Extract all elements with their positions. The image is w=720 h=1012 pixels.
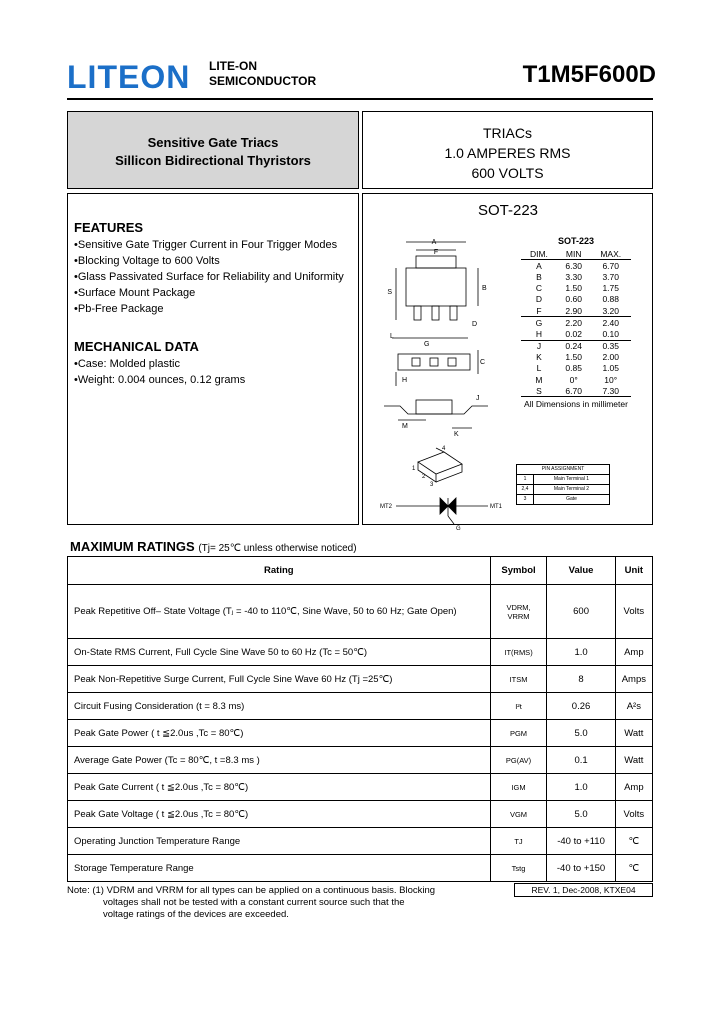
max-cell: 7.30 [602, 385, 619, 396]
logo-text: LITEON [67, 59, 191, 95]
pin-assignment-title: PIN ASSIGNMENT [517, 465, 609, 475]
company-line1: LITE-ON [209, 59, 257, 73]
rating-cell: Operating Junction Temperature Range [68, 828, 491, 855]
dim-l-label: L [390, 333, 394, 340]
rating-cell: Peak Gate Current ( t ≦2.0us ,Tc = 80℃) [68, 774, 491, 801]
min-cell: 1.50 [565, 283, 582, 294]
max-cell: 10° [604, 374, 618, 385]
unit-cell: Volts [615, 585, 652, 639]
unit-cell: Watt [615, 747, 652, 774]
table-row [521, 271, 631, 282]
table-row [68, 639, 653, 666]
max-cell: 2.00 [602, 352, 619, 363]
max-cell: 3.70 [602, 271, 619, 282]
pin-row [517, 495, 609, 504]
table-row [521, 260, 631, 272]
max-cell: 6.70 [602, 260, 619, 271]
symbol-cell: IT(RMS) [490, 639, 547, 666]
pin-function: Main Terminal 1 [553, 476, 590, 482]
symbol-cell: PGM [490, 720, 547, 747]
spec-line1: TRIACs [483, 125, 532, 141]
table-row [68, 855, 653, 882]
feature-item: • Glass Passivated Surface for Reliability and Uniformity [74, 269, 358, 285]
table-row [521, 352, 631, 363]
table-row [521, 305, 631, 317]
feature-item: • Blocking Voltage to 600 Volts [74, 253, 358, 269]
dim-cell: A [536, 260, 542, 271]
dim-cell: S [536, 385, 542, 396]
min-cell: 3.30 [565, 271, 582, 282]
header-value: Value [547, 557, 615, 585]
revision-box [514, 883, 653, 897]
pin1-label: 1 [412, 466, 416, 472]
pin-function: Gate [566, 496, 577, 502]
unit-cell: A²s [615, 693, 652, 720]
min-cell: 2.90 [565, 305, 582, 316]
features-heading: FEATURES [74, 220, 144, 235]
min-cell: 0.24 [565, 341, 582, 352]
table-row [521, 374, 631, 385]
notes [67, 885, 435, 921]
mt1-label: MT1 [490, 504, 502, 510]
ratings-header-row [68, 557, 653, 585]
max-cell: 1.05 [602, 363, 619, 374]
table-row [68, 666, 653, 693]
min-cell: 0.02 [565, 328, 582, 339]
tab-outline [416, 256, 456, 268]
value-cell: 5.0 [547, 801, 615, 828]
dim-a-label: A [431, 239, 437, 246]
symbol-cell: VDRM, VRRM [490, 585, 547, 639]
value-cell: 600 [547, 585, 615, 639]
table-row [68, 693, 653, 720]
dimension-header-row [521, 248, 631, 260]
pin-number: 1 [517, 475, 534, 484]
table-row [521, 283, 631, 294]
symbol-cell: I²t [490, 693, 547, 720]
table-row [68, 801, 653, 828]
title-line1: Sensitive Gate Triacs [147, 135, 279, 150]
dim-f-label: F [433, 249, 439, 256]
title-line2: Sillicon Bidirectional Thyristors [115, 153, 311, 168]
value-cell: -40 to +150 [547, 855, 615, 882]
header-cell: DIM. [529, 248, 548, 259]
table-row [68, 720, 653, 747]
liteon-logo [67, 59, 191, 95]
value-cell: 0.26 [547, 693, 615, 720]
table-row [68, 828, 653, 855]
rating-cell: Average Gate Power (Tc = 80℃, t =8.3 ms ) [68, 747, 491, 774]
package-drawing [378, 234, 523, 534]
features-box [67, 193, 359, 525]
unit-cell: Amp [615, 639, 652, 666]
pin3-label: 3 [430, 482, 434, 488]
ratings-heading-line [70, 539, 357, 554]
dimension-table [521, 236, 631, 409]
spec-line2: 1.0 AMPERES RMS [444, 145, 571, 161]
dim-cell: F [536, 305, 542, 316]
features-list [74, 237, 358, 317]
rating-cell: Storage Temperature Range [68, 855, 491, 882]
table-row [521, 328, 631, 340]
symbol-cell: VGM [490, 801, 547, 828]
pin-number: 3 [517, 495, 534, 504]
rating-cell: Circuit Fusing Consideration (t = 8.3 ms) [68, 693, 491, 720]
part-number: T1M5F600D [522, 61, 656, 88]
mechanical-item: • Weight: 0.004 ounces, 0.12 grams [74, 372, 358, 388]
rating-cell: Peak Non-Repetitive Surge Current, Full Cycle Sine Wave 60 Hz (Tj =25℃) [68, 666, 491, 693]
min-cell: 1.50 [565, 352, 582, 363]
pin4-label: 4 [442, 446, 446, 452]
table-row [68, 747, 653, 774]
header-rule [67, 98, 653, 100]
dim-b-label: B [482, 285, 487, 292]
min-cell: 2.20 [565, 317, 582, 328]
company-name [209, 59, 316, 89]
dim-cell: L [536, 363, 542, 374]
ratings-condition: (Tj= 25℃ unless otherwise noticed) [198, 543, 357, 554]
pin-assignment-table [516, 464, 610, 505]
unit-cell: ℃ [615, 828, 652, 855]
min-cell: 0° [569, 374, 578, 385]
table-row [68, 774, 653, 801]
gate-label: G [456, 526, 461, 532]
unit-cell: Watt [615, 720, 652, 747]
mt2-label: MT2 [380, 504, 392, 510]
rating-cell: Peak Gate Power ( t ≦2.0us ,Tc = 80℃) [68, 720, 491, 747]
min-cell: 6.30 [565, 260, 582, 271]
min-cell: 0.85 [565, 363, 582, 374]
header-cell: MAX. [600, 248, 622, 259]
value-cell: 1.0 [547, 774, 615, 801]
dim-cell: H [535, 328, 543, 339]
unit-cell: Amps [615, 666, 652, 693]
table-row [521, 363, 631, 374]
table-row [521, 317, 631, 329]
dim-h-label: H [402, 377, 408, 384]
unit-cell: Amp [615, 774, 652, 801]
note-line2: voltages shall not be tested with a constant current source such that the [103, 897, 405, 908]
dim-d-label: D [472, 321, 478, 328]
dim-s-label: S [387, 289, 392, 296]
max-cell: 2.40 [602, 317, 619, 328]
feature-item: • Pb-Free Package [74, 301, 358, 317]
dim-cell: G [535, 317, 543, 328]
max-cell: 0.88 [602, 294, 619, 305]
spec-line3: 600 VOLTS [471, 165, 544, 181]
header-rating: Rating [68, 557, 491, 585]
header-symbol: Symbol [490, 557, 547, 585]
value-cell: 1.0 [547, 639, 615, 666]
dim-cell: B [536, 271, 542, 282]
dim-cell: J [536, 341, 542, 352]
symbol-cell: ITSM [490, 666, 547, 693]
symbol-cell: Tstg [490, 855, 547, 882]
mechanical-heading: MECHANICAL DATA [74, 339, 199, 354]
table-row [521, 294, 631, 305]
pin2-label: 2 [422, 474, 426, 480]
dim-g-label: G [424, 341, 430, 348]
header-unit: Unit [615, 557, 652, 585]
dim-cell: D [535, 294, 543, 305]
table-row [521, 385, 631, 397]
rating-cell: On-State RMS Current, Full Cycle Sine Wave 50 to 60 Hz (Tc = 50℃) [68, 639, 491, 666]
dim-cell: M [535, 374, 543, 385]
unit-cell: Volts [615, 801, 652, 828]
pin-function: Main Terminal 2 [553, 486, 590, 492]
dimension-footnote: All Dimensions in millimeter [524, 399, 628, 410]
value-cell: 5.0 [547, 720, 615, 747]
value-cell: 0.1 [547, 747, 615, 774]
dim-cell: K [536, 352, 542, 363]
dim-k-label: K [454, 431, 459, 438]
min-cell: 0.60 [565, 294, 582, 305]
symbol-cell: IGM [490, 774, 547, 801]
feature-item: • Sensitive Gate Trigger Current in Four Trigger Modes [74, 237, 358, 253]
symbol-cell: TJ [490, 828, 547, 855]
min-cell: 6.70 [565, 385, 582, 396]
dim-c-label: C [480, 359, 486, 366]
feature-item: • Surface Mount Package [74, 285, 358, 301]
ratings-heading: MAXIMUM RATINGS [70, 539, 195, 554]
package-title: SOT-223 [477, 202, 539, 219]
dim-cell: C [535, 283, 543, 294]
table-row [521, 340, 631, 352]
note-line3: voltage ratings of the devices are exceeded. [103, 909, 289, 920]
title-box [67, 111, 359, 189]
header-cell: MIN [565, 248, 582, 259]
body-outline [406, 268, 466, 306]
dimension-table-grid [521, 248, 631, 397]
dimension-table-title: SOT-223 [557, 236, 595, 246]
rating-cell: Peak Gate Voltage ( t ≦2.0us ,Tc = 80℃) [68, 801, 491, 828]
max-cell: 3.20 [602, 305, 619, 316]
company-line2: SEMICONDUCTOR [209, 74, 317, 88]
unit-cell: ℃ [615, 855, 652, 882]
value-cell: -40 to +110 [547, 828, 615, 855]
pin-row [517, 485, 609, 495]
value-cell: 8 [547, 666, 615, 693]
mechanical-list [74, 356, 358, 388]
note-line1: Note: (1) VDRM and VRRM for all types can be applied on a continuous basis. Blocking [67, 885, 436, 896]
mechanical-item: • Case: Molded plastic [74, 356, 358, 372]
rating-cell: Peak Repetitive Off– State Voltage (Tⱼ = -40 to 110℃, Sine Wave, 50 to 60 Hz; Gate Open) [68, 585, 491, 639]
package-box [362, 193, 653, 532]
symbol-cell: PG(AV) [490, 747, 547, 774]
dim-j-label: J [476, 395, 480, 402]
ratings-table [67, 556, 653, 882]
revision-text: REV. 1, Dec-2008, KTXE04 [531, 885, 636, 895]
max-cell: 0.35 [602, 341, 619, 352]
dim-m-label: M [402, 423, 408, 430]
max-cell: 0.10 [602, 328, 619, 339]
max-cell: 1.75 [602, 283, 619, 294]
table-row [68, 585, 653, 639]
spec-box [362, 111, 653, 189]
pin-row [517, 475, 609, 485]
pin-number: 2,4 [517, 485, 534, 494]
